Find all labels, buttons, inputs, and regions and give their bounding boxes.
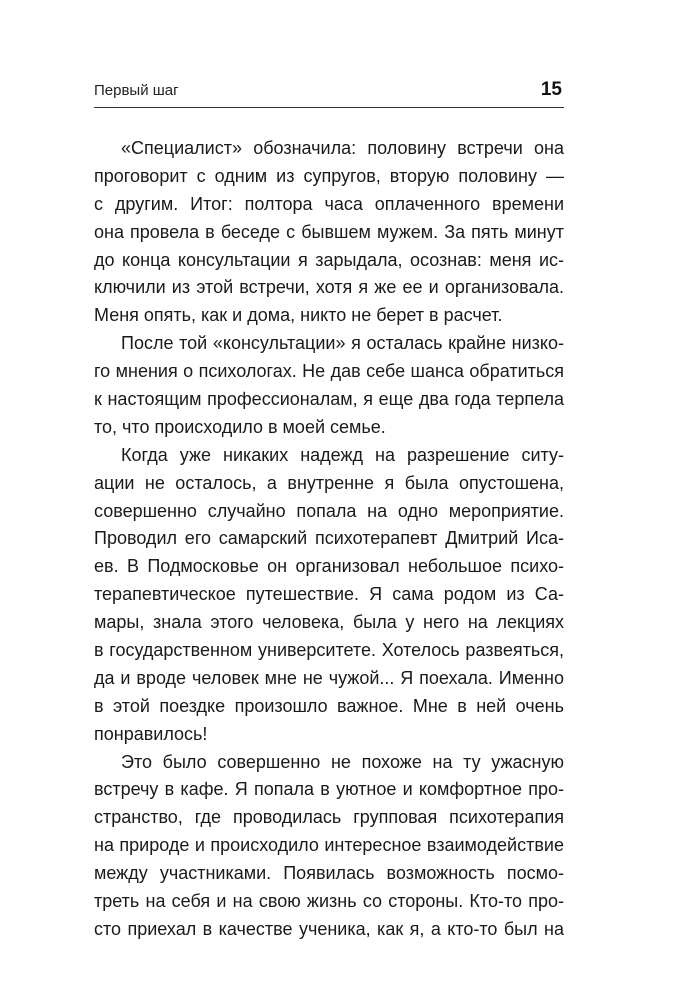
running-head <box>94 78 564 108</box>
paragraph-1 <box>94 135 564 330</box>
header-rule <box>94 107 564 108</box>
text-line: к настоящим профессионалам, я еще два года терпела <box>94 389 564 410</box>
text-line: до конца консультации я зарыдала, осознав: меня ис- <box>94 249 564 270</box>
text-line: с другим. Итог: полтора часа оплаченного времени <box>94 193 564 214</box>
text-line: Когда уже никаких надежд на разрешение ситу- <box>121 444 564 465</box>
section-title: Первый шаг <box>94 82 179 99</box>
paragraph-4 <box>94 749 564 944</box>
body-text <box>94 135 564 944</box>
text-line: го мнения о психологах. Не дав себе шанса обратиться <box>94 361 564 382</box>
text-line: встречу в кафе. Я попала в уютное и комфортное про- <box>94 779 564 800</box>
text-line: ключили из этой встречи, хотя я же ее и организовала. <box>94 277 564 298</box>
text-line: в этой поездке произошло важное. Мне в ней очень <box>94 695 564 716</box>
paragraph-3 <box>94 442 564 749</box>
text-line: проговорит с одним из супругов, вторую половину — <box>94 165 564 186</box>
text-line: на природе и происходило интересное взаимодействие <box>94 835 564 856</box>
text-line: Проводил его самарский психотерапевт Дмитрий Иса- <box>94 528 564 549</box>
text-line: совершенно случайно попала на одно мероприятие. <box>94 500 564 521</box>
text-line: мары, знала этого человека, была у него на лекциях <box>94 612 564 633</box>
text-line: понравилось! <box>94 723 208 744</box>
page-number: 15 <box>540 79 562 100</box>
text-line: сто приехал в качестве ученика, как я, а кто-то был на <box>94 918 564 939</box>
text-line: она провела в беседе с бывшем мужем. За пять минут <box>94 221 564 242</box>
text-line: терапевтическое путешествие. Я сама родом из Са- <box>94 584 564 605</box>
text-line: После той «консультации» я осталась крайне низко- <box>121 333 564 354</box>
text-line: Меня опять, как и дома, никто не берет в расчет. <box>94 305 503 326</box>
text-line: Это было совершенно не похоже на ту ужасную <box>121 751 564 772</box>
text-line: ации не осталось, а внутренне я была опустошена, <box>94 472 564 493</box>
text-line: треть на себя и на свою жизнь со стороны. Кто-то про- <box>94 891 564 912</box>
text-line: ев. В Подмосковье он организовал небольшое психо- <box>94 556 564 577</box>
text-line: то, что происходило в моей семье. <box>94 416 386 437</box>
text-line: в государственном университете. Хотелось развеяться, <box>94 640 564 661</box>
text-line: «Специалист» обозначила: половину встречи она <box>121 138 564 158</box>
text-line: странство, где проводилась групповая психотерапия <box>94 807 564 828</box>
paragraph-2 <box>94 330 564 442</box>
text-line: да и вроде человек мне не чужой... Я поехала. Именно <box>94 667 564 688</box>
text-line: между участниками. Появилась возможность посмо- <box>94 863 564 884</box>
